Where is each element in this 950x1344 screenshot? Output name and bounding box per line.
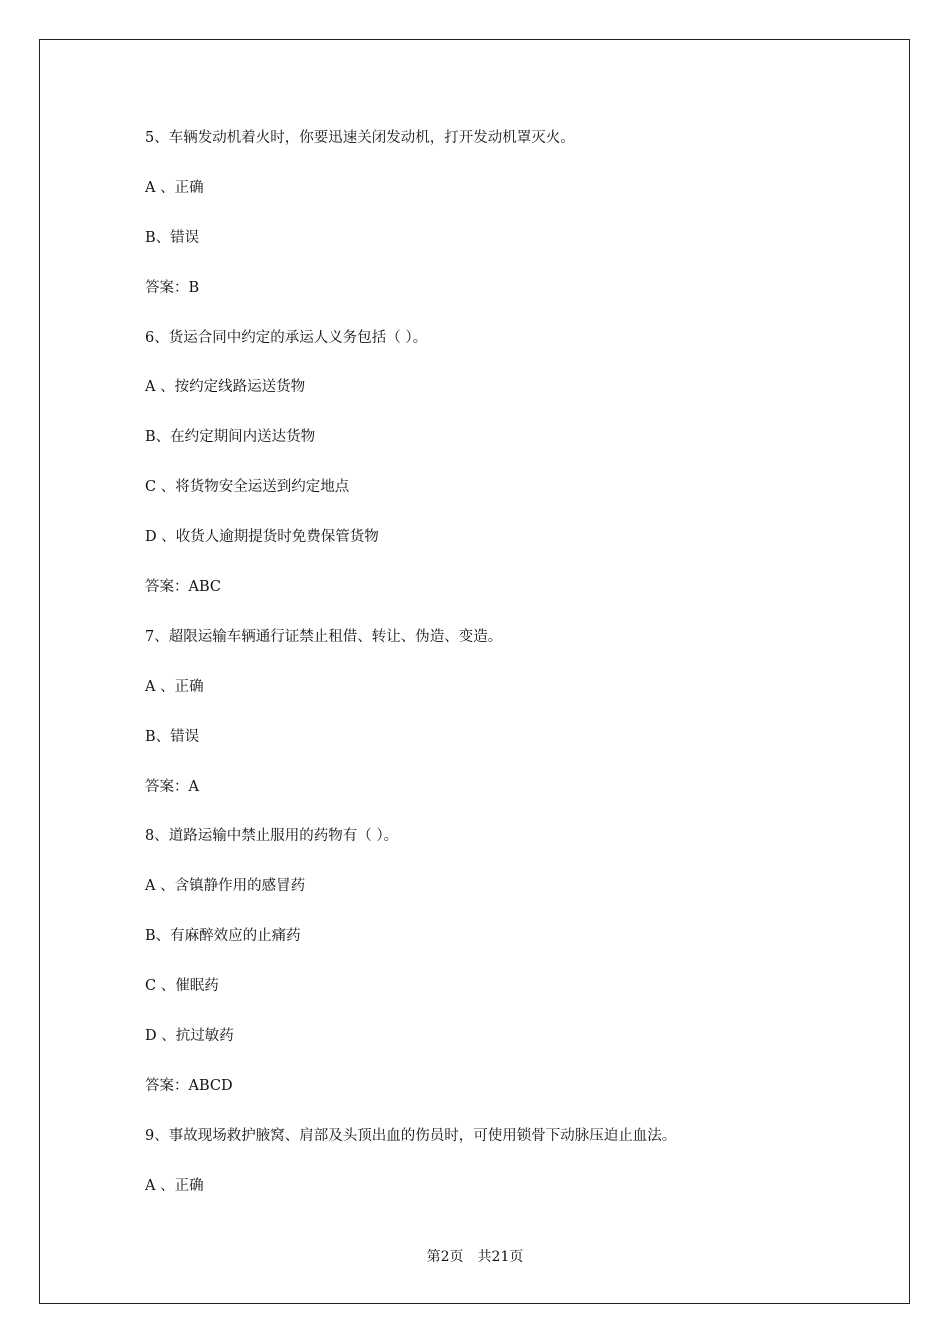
page-footer (0, 1247, 950, 1267)
page-total: 共21页 (477, 1249, 524, 1265)
question-7-option-a: A 、正确 (145, 678, 204, 695)
question-6-option-c: C 、将货物安全运送到约定地点 (145, 479, 350, 496)
question-8-option-c: C 、催眠药 (145, 978, 219, 995)
question-5-answer: 答案：B (145, 279, 200, 296)
question-9-text: 9、事故现场救护腋窝、肩部及头顶出血的伤员时，可使用锁骨下动脉压迫止血法。 (145, 1127, 677, 1144)
question-6-answer: 答案：ABC (145, 579, 221, 596)
question-6-option-d: D 、收货人逾期提货时免费保管货物 (145, 529, 379, 546)
question-6-text: 6、货运合同中约定的承运人义务包括（ ）。 (145, 329, 428, 346)
question-7-answer: 答案：A (145, 778, 199, 795)
question-5-option-b: B、错误 (145, 229, 200, 246)
question-8-text: 8、道路运输中禁止服用的药物有（ ）。 (145, 828, 399, 845)
question-5-option-a: A 、正确 (145, 179, 204, 196)
question-9-option-a: A 、正确 (145, 1177, 204, 1194)
question-6-option-a: A 、按约定线路运送货物 (145, 379, 306, 396)
question-8-option-a: A 、含镇静作用的感冒药 (145, 878, 306, 895)
question-7-text: 7、超限运输车辆通行证禁止租借、转让、伪造、变造。 (145, 628, 503, 645)
page-number: 第2页 (426, 1249, 464, 1265)
question-7-option-b: B、错误 (145, 728, 200, 745)
question-8-answer: 答案：ABCD (145, 1077, 233, 1094)
question-5-text: 5、车辆发动机着火时，你要迅速关闭发动机，打开发动机罩灭火。 (145, 130, 575, 146)
question-8-option-b: B、有麻醉效应的止痛药 (145, 928, 301, 945)
question-content (145, 128, 865, 1226)
question-6-option-b: B、在约定期间内送达货物 (145, 429, 316, 446)
question-8-option-d: D 、抗过敏药 (145, 1028, 234, 1045)
